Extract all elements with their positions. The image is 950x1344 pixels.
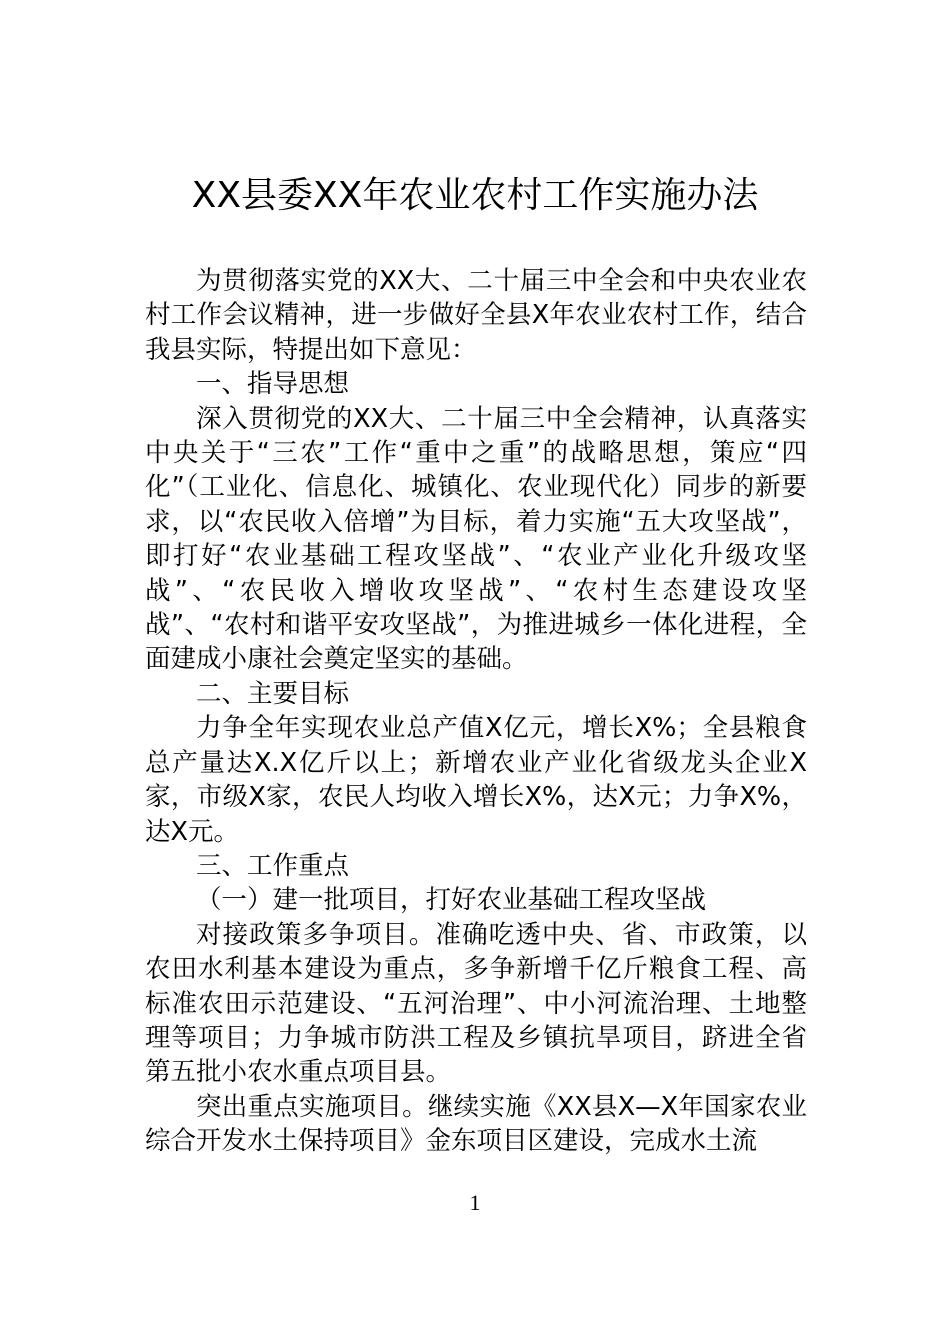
subsection-heading-projects: （一）建一批项目，打好农业基础工程攻坚战 bbox=[196, 885, 707, 916]
section-heading-main-goals: 二、主要目标 bbox=[196, 678, 350, 709]
projects-paragraph-2: 突出重点实施项目。继续实施《XX县X—X年国家农业综合开发水土保持项目》金东项目区建设，完成水土流 bbox=[145, 1091, 807, 1157]
main-goals-paragraph: 力争全年实现农业总产值X亿元，增长X%；全县粮食总产量达X.X亿斤以上；新增农业产业化省级龙头企业X家，市级X家，农民人均收入增长X%，达X元；力争X%，达X元。 bbox=[145, 713, 807, 847]
document-body bbox=[145, 264, 807, 1159]
projects-paragraph-1: 对接政策多争项目。准确吃透中央、省、市政策，以农田水利基本建设为重点，多争新增千亿斤粮食工程、高标准农田示范建设、“五河治理”、中小河流治理、土地整理等项目；力争城市防洪工程及乡镇抗旱项目，跻进全省第五批小农水重点项目县。 bbox=[145, 919, 807, 1088]
intro-paragraph: 为贯彻落实党的XX大、二十届三中全会和中央农业农村工作会议精神，进一步做好全县X年农业农村工作，结合我县实际，特提出如下意见： bbox=[145, 266, 807, 365]
page-number: 1 bbox=[469, 1190, 481, 1215]
section-heading-work-focus: 三、工作重点 bbox=[196, 850, 350, 881]
guiding-ideology-paragraph: 深入贯彻党的XX大、二十届三中全会精神，认真落实中央关于“三农”工作“重中之重”的战略思想，策应“四化”（工业化、信息化、城镇化、农业现代化）同步的新要求，以“农民收入倍增”为目标，着力实施“五大攻坚战”，即打好“农业基础工程攻坚战”、“农业产业化升级攻坚战”、“农民收入增收攻坚战”、“农村生态建设攻坚战”、“农村和谐平安攻坚战”，为推进城乡一体化进程，全面建成小康社会奠定坚实的基础。 bbox=[145, 403, 807, 675]
document-title: XX县委XX年农业农村工作实施办法 bbox=[191, 175, 759, 216]
section-heading-guiding-ideology: 一、指导思想 bbox=[196, 369, 350, 400]
